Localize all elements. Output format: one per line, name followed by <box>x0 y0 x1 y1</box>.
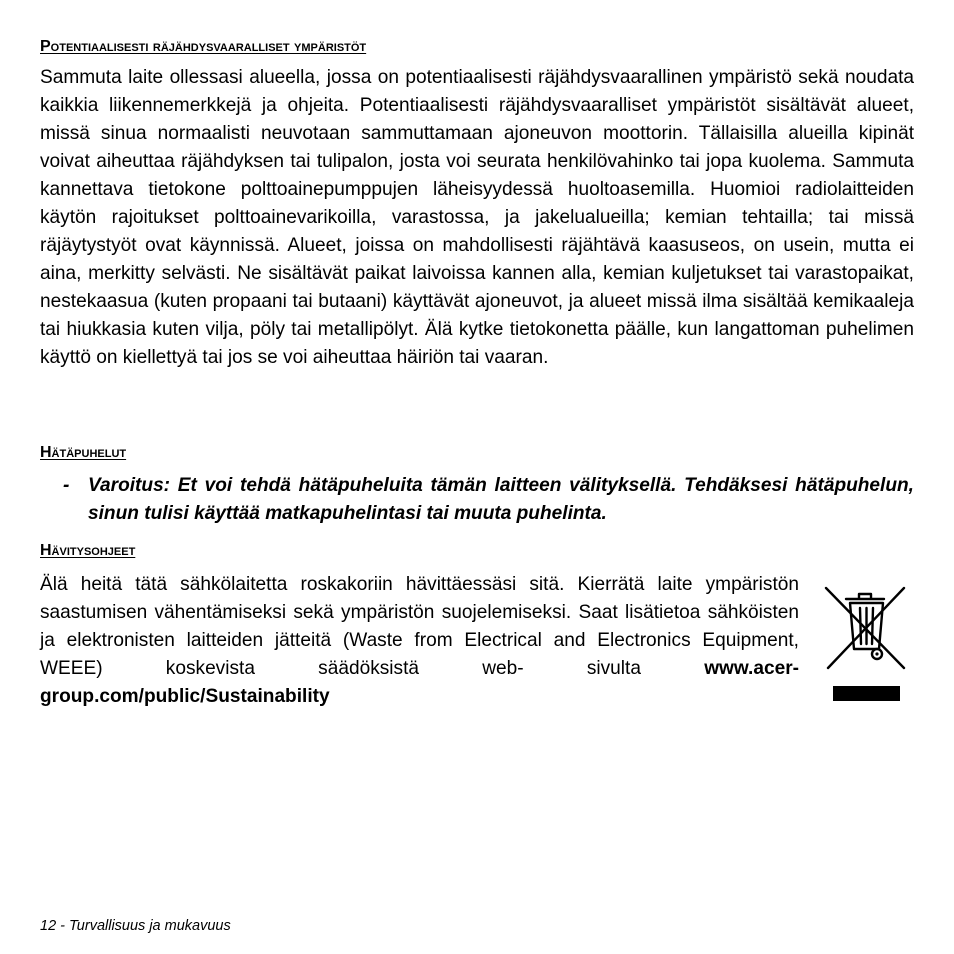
paragraph-explosive-environments <box>40 64 914 372</box>
paragraph-disposal-body: Älä heitä tätä sähkölaitetta roskakoriin hävittäessäsi sitä. Kierrätä laite ympäristön saastumisen vähentämiseksi sekä ympäristön suojelemiseksi. Saat lisätietoa sähköisten ja elektronisten laitteiden jätteitä (Waste from Electrical and Electronics Equipment, WEEE) koskevista säädöksistä web- <box>40 574 799 679</box>
paragraph-explosive-body: Sammuta laite ollessasi alueella, jossa on potentiaalisesti räjähdysvaarallinen ympäristö sekä noudata kaikkia liikennemerkkejä ja ohjeita. Potentiaalisesti räjähdysvaaralliset ympäristöt sisältävät alueet, missä sinua normaalisti neuvotaan sammuttamaan ajoneuvon moottorin. Tällaisilla alueilla kipinät voivat aiheuttaa räjähdyksen tai tulipalon, josta voi seurata henkilövahinko tai jopa kuolema. Sammuta kannettava tietokone polttoainepumppujen läheisyydessä huoltoasemilla. Huomioi radiolaitteiden käytön rajoitukset polttoainevarikoilla, varastossa, ja jakelualueilla; kemian tehtailla; tai missä räjäytystyöt ovat käynnissä. Alueet, joissa on mahdollisesti räjähtävä kaasuseos, on usein, mutta ei aina, merkitty selvästi. Ne sisältävät paikat laivoissa kannen alla, kemian kuljetukset tai varastopaikat, nestekaasua (kuten propaani tai butaani) käyttävät ajoneuvot, ja alueet missä ilma sisältää kemikaaleja tai hiukkasia kuten vilja, pöly tai metallipölyt. Älä kytke tietokonetta päälle, kun langattoman puhelimen käyttö on kiellettyä <box>40 67 914 368</box>
bullet-dash: - <box>63 475 70 496</box>
section-heading-emergency: Hätäpuhelut <box>40 444 127 461</box>
paragraph-explosive-last-line: tai jos se voi aiheuttaa häiriön tai vaaran. <box>202 347 549 368</box>
emergency-warning-text: Varoitus: Et voi tehdä hätäpuheluita tämän laitteen välityksellä. Tehdäksesi hätäpuhelun, sinun tulisi käyttää matkapuhelintasi tai muuta puhelinta. <box>88 475 914 524</box>
page-footer: 12 - Turvallisuus ja mukavuus <box>40 918 231 934</box>
section-heading-explosive: Potentiaalisesti räjähdysvaaralliset ympäristöt <box>40 38 367 55</box>
emergency-warning <box>63 472 914 528</box>
paragraph-disposal-prefix: sivulta <box>586 658 705 679</box>
weee-crossed-bin-icon <box>824 586 908 706</box>
sustainability-url[interactable]: www.acer-group.com/public/Sustainability <box>40 658 799 707</box>
section-heading-disposal: Hävitysohjeet <box>40 542 136 559</box>
paragraph-disposal <box>40 571 799 711</box>
